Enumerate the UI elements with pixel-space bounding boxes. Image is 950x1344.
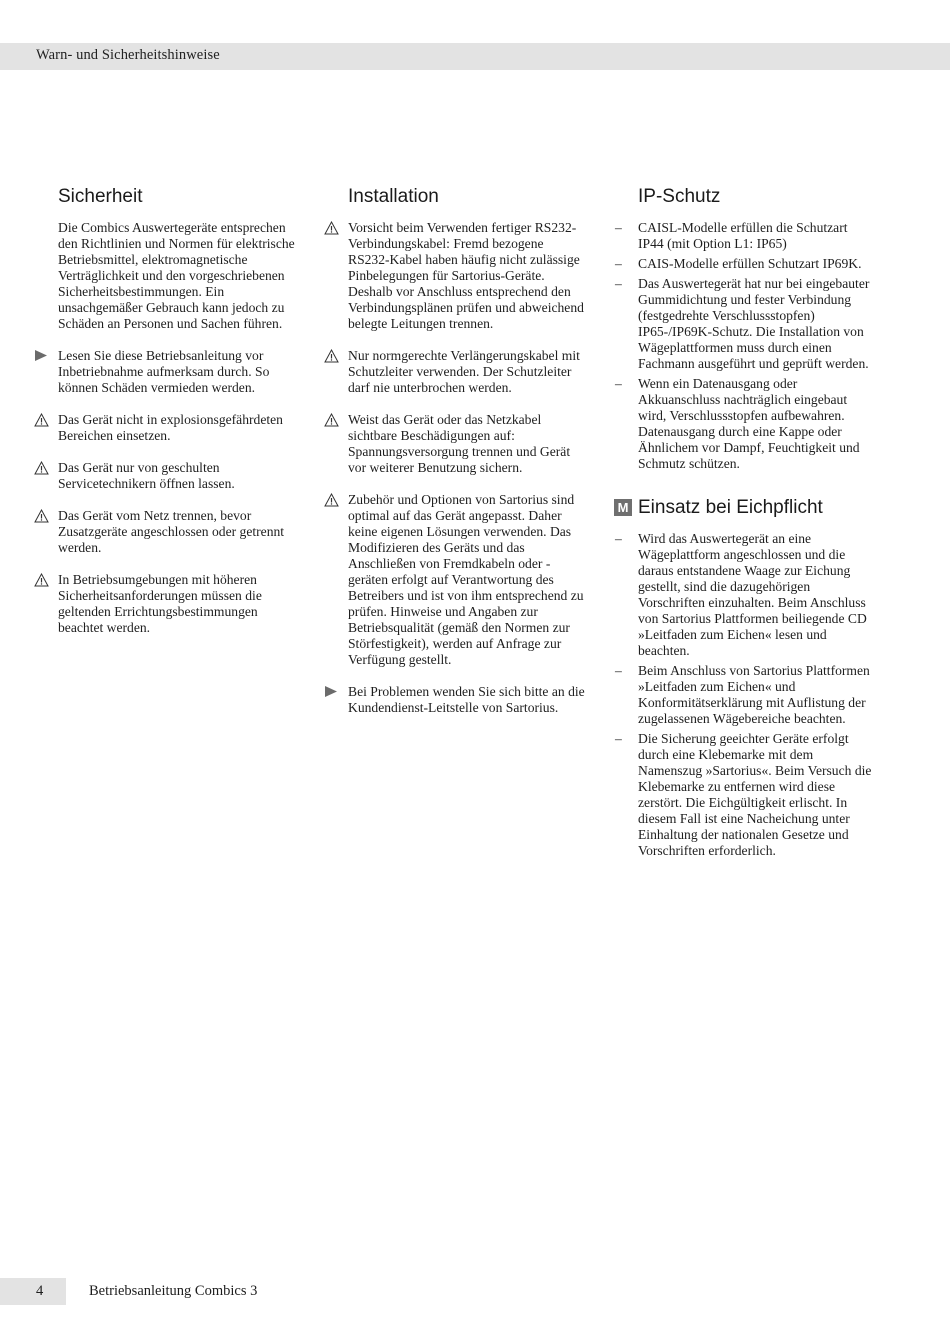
warning-icon <box>324 493 340 507</box>
list-item: – Die Sicherung geeichter Geräte erfolgt durch eine Klebemarke mit dem Namenszug »Sartorius«. Beim Versuch die Klebemarke zu entfernen wird diese zerstört. Die Eichgültigkeit erlischt. In diesem Fall ist eine Nacheichung unter Einhaltung der nationalen Gesetze und Vorschriften erforderlich. <box>615 731 872 858</box>
arrow-icon <box>34 349 50 363</box>
list-item: In Betriebsumgebungen mit höheren Sicherheitsanforderungen müssen die geltenden Errichtungsbestimmungen beachtet werden. <box>58 572 298 636</box>
dash-bullet: – <box>615 256 622 271</box>
section-title-sicherheit: Sicherheit <box>58 186 143 207</box>
list-item: Weist das Gerät oder das Netzkabel sichtbare Beschädigungen auf: Spannungsversorgung trennen und Gerät vor weiterer Benutzung sichern. <box>348 412 588 476</box>
section-title-ipschutz: IP-Schutz <box>638 186 721 207</box>
list-item: – Beim Anschluss von Sartorius Plattformen »Leitfaden zum Eichen« und Konformitätserklärung mit Auflistung der zugelassenen Wägebereiche beachten. <box>615 663 870 726</box>
intro-paragraph: Die Combics Auswertegeräte entsprechen den Richtlinien und Normen für elektrische Betriebsmittel, elektromagnetische Verträglichkeit und den vorgeschriebenen Sicherheitsbestimmungen. Ein unsachgemäßer Gebrauch kann jedoch zu Schäden an Personen und Sachen führen. <box>58 220 295 331</box>
column-installation <box>348 185 588 732</box>
warning-icon <box>324 413 340 427</box>
dash-bullet: – <box>615 731 622 746</box>
list-item: Bei Problemen wenden Sie sich bitte an die Kundendienst-Leitstelle von Sartorius. <box>348 684 588 716</box>
column-sicherheit <box>58 185 298 652</box>
list-item: – CAISL-Modelle erfüllen die Schutzart IP44 (mit Option L1: IP65) <box>615 220 848 251</box>
list-item: – Das Auswertegerät hat nur bei eingebauter Gummidichtung und fester Verbindung (festgedrehte Verschlussstopfen) IP65-/IP69K-Schutz. Die Installation von Wägeplattformen muss durch einen Fachmann ausgeführt und geprüft werden. <box>615 276 870 371</box>
m-badge-icon: M <box>614 499 632 516</box>
eichpflicht-heading-row <box>617 496 873 520</box>
header-bar <box>0 43 950 70</box>
arrow-icon <box>324 685 340 699</box>
section-title-eichpflicht: Einsatz bei Eichpflicht <box>638 497 823 518</box>
list-item: – Wenn ein Datenausgang oder Akkuanschluss nachträglich eingebaut wird, Verschlussstopfen aufbewahren. Datenausgang durch eine Kappe oder Ähnlichem vor Dampf, Feuchtigkeit und Schmutz schützen. <box>615 376 860 471</box>
warning-icon <box>34 509 50 523</box>
warning-icon <box>34 461 50 475</box>
running-header: Warn- und Sicherheitshinweise <box>36 47 220 63</box>
column-ipschutz <box>615 185 873 863</box>
footer-page-box <box>0 1278 66 1305</box>
list-item: – CAIS-Modelle erfüllen Schutzart IP69K. <box>615 256 862 271</box>
list-item: Lesen Sie diese Betriebsanleitung vor Inbetriebnahme aufmerksam durch. So können Schäden vermieden werden. <box>58 348 298 396</box>
dash-bullet: – <box>615 376 622 391</box>
warning-icon <box>34 413 50 427</box>
footer-title: Betriebsanleitung Combics 3 <box>89 1283 258 1299</box>
warning-icon <box>324 221 340 235</box>
page-number: 4 <box>36 1283 44 1299</box>
list-item: Zubehör und Optionen von Sartorius sind optimal auf das Gerät angepasst. Daher keine eigenen Lösungen verwenden. Das Modifizieren des Geräts und das Anschließen von Fremdkabeln oder -geräten erfolgt auf Verantwortung des Betreibers und ist von ihm entsprechend zu prüfen. Hinweise und Angaben zur Betriebsqualität (gemäß den Normen zur Störfestigkeit), werden auf Anfrage zur Verfügung gestellt. <box>348 492 588 668</box>
list-item: Nur normgerechte Verlängerungskabel mit Schutzleiter verwenden. Der Schutzleiter darf nie unterbrochen werden. <box>348 348 588 396</box>
list-item: Das Gerät nur von geschulten Servicetechnikern öffnen lassen. <box>58 460 298 492</box>
list-item: Das Gerät vom Netz trennen, bevor Zusatzgeräte angeschlossen oder getrennt werden. <box>58 508 298 556</box>
dash-bullet: – <box>615 531 622 546</box>
dash-bullet: – <box>615 220 622 235</box>
dash-bullet: – <box>615 276 622 291</box>
section-title-installation: Installation <box>348 186 439 207</box>
list-item: Das Gerät nicht in explosionsgefährdeten Bereichen einsetzen. <box>58 412 298 444</box>
dash-bullet: – <box>615 663 622 678</box>
warning-icon <box>324 349 340 363</box>
list-item: – Wird das Auswertegerät an eine Wägeplattform angeschlossen und die daraus entstandene Waage zur Eichung gestellt, sind die dazugehörigen Vorschriften einzuhalten. Beim Anschluss von Sartorius Plattformen beiliegende CD »Leitfaden zum Eichen« lesen und beachten. <box>615 531 867 658</box>
warning-icon <box>34 573 50 587</box>
list-item: Vorsicht beim Verwenden fertiger RS232-Verbindungskabel: Fremd bezogene RS232-Kabel haben häufig nicht zulässige Pinbelegungen für Sartorius-Geräte. Deshalb vor Anschluss entsprechend den Verbindungsplänen prüfen und abweichend belegte Leitungen trennen. <box>348 220 588 332</box>
